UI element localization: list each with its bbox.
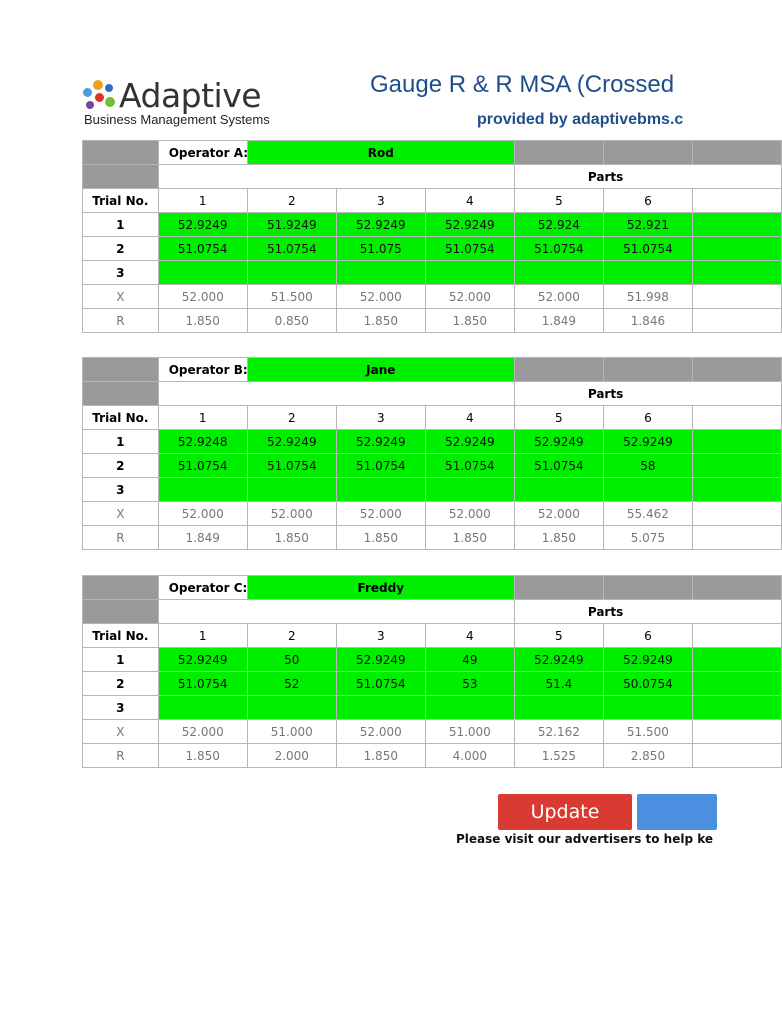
part-number: 2	[247, 624, 336, 648]
measurement-cell[interactable]: 52.9249	[158, 213, 247, 237]
measurement-cell[interactable]: 51.4	[514, 672, 603, 696]
measurement-cell[interactable]	[514, 696, 603, 720]
range-cell: 1.850	[514, 526, 603, 550]
measurement-cell[interactable]: 52.9249	[336, 430, 425, 454]
range-cell: 1.850	[425, 309, 514, 333]
parts-label: Parts	[514, 600, 781, 624]
average-cell: 51.000	[425, 720, 514, 744]
measurement-cell-extra[interactable]	[692, 454, 781, 478]
corner-cell	[83, 141, 159, 165]
logo-subtitle: Business Management Systems	[84, 112, 270, 127]
part-number: 4	[425, 189, 514, 213]
part-number: 5	[514, 406, 603, 430]
operator-b-table	[82, 357, 782, 550]
measurement-cell[interactable]: 52.9249	[336, 648, 425, 672]
measurement-cell[interactable]: 50	[247, 648, 336, 672]
measurement-cell[interactable]: 51.0754	[514, 454, 603, 478]
measurement-cell[interactable]	[425, 261, 514, 285]
trial-no-label: Trial No.	[83, 189, 159, 213]
part-number: 6	[603, 624, 692, 648]
trial-number: 2	[83, 454, 159, 478]
average-cell: 52.000	[336, 285, 425, 309]
measurement-cell[interactable]: 51.0754	[158, 237, 247, 261]
average-cell: 52.000	[336, 720, 425, 744]
range-cell: 1.850	[336, 526, 425, 550]
part-number: 1	[158, 624, 247, 648]
average-label: X	[83, 502, 159, 526]
trial-row	[83, 237, 782, 261]
part-number: 1	[158, 406, 247, 430]
header-filler	[692, 141, 781, 165]
range-cell: 2.850	[603, 744, 692, 768]
measurement-cell[interactable]	[603, 478, 692, 502]
blank-cell	[158, 382, 514, 406]
measurement-cell[interactable]: 51.0754	[514, 237, 603, 261]
measurement-cell[interactable]: 51.0754	[336, 454, 425, 478]
average-cell: 51.500	[603, 720, 692, 744]
average-cell-extra	[692, 720, 781, 744]
range-cell: 1.849	[158, 526, 247, 550]
measurement-cell[interactable]	[336, 478, 425, 502]
measurement-cell-extra[interactable]	[692, 696, 781, 720]
logo-wordmark: Adaptive	[119, 76, 262, 115]
header-filler	[692, 358, 781, 382]
range-label: R	[83, 309, 159, 333]
range-cell: 1.850	[425, 526, 514, 550]
corner-cell	[83, 358, 159, 382]
parts-header-row	[83, 600, 782, 624]
trial-row	[83, 213, 782, 237]
measurement-cell[interactable]: 52.9249	[514, 430, 603, 454]
measurement-cell[interactable]: 51.0754	[603, 237, 692, 261]
average-cell: 52.000	[158, 285, 247, 309]
range-cell: 1.850	[336, 309, 425, 333]
measurement-cell[interactable]	[514, 261, 603, 285]
range-cell: 1.525	[514, 744, 603, 768]
operator-label: Operator B:	[158, 358, 247, 382]
corner-cell	[83, 382, 159, 406]
range-cell: 1.850	[158, 309, 247, 333]
average-cell-extra	[692, 285, 781, 309]
measurement-cell-extra[interactable]	[692, 478, 781, 502]
parts-label: Parts	[514, 382, 781, 406]
trial-number: 3	[83, 696, 159, 720]
range-cell: 1.849	[514, 309, 603, 333]
measurement-cell[interactable]: 51.0754	[425, 454, 514, 478]
measurement-cell[interactable]	[247, 261, 336, 285]
measurement-cell-extra[interactable]	[692, 213, 781, 237]
part-number: 5	[514, 189, 603, 213]
range-cell: 1.850	[336, 744, 425, 768]
trial-number: 3	[83, 261, 159, 285]
corner-cell	[83, 600, 159, 624]
corner-cell	[83, 576, 159, 600]
operator-c-table	[82, 575, 782, 768]
measurement-cell-extra[interactable]	[692, 261, 781, 285]
trial-row	[83, 430, 782, 454]
header-filler	[514, 576, 603, 600]
trial-no-label: Trial No.	[83, 624, 159, 648]
measurement-cell-extra[interactable]	[692, 672, 781, 696]
measurement-cell[interactable]: 52.921	[603, 213, 692, 237]
operator-row	[83, 141, 782, 165]
measurement-cell[interactable]: 51.9249	[247, 213, 336, 237]
update-button[interactable]: Update	[498, 794, 632, 830]
average-cell: 51.500	[247, 285, 336, 309]
measurement-cell-extra[interactable]	[692, 237, 781, 261]
measurement-cell[interactable]: 52.9249	[603, 648, 692, 672]
range-cell: 5.075	[603, 526, 692, 550]
average-row	[83, 502, 782, 526]
average-cell: 52.162	[514, 720, 603, 744]
measurement-cell[interactable]	[425, 478, 514, 502]
range-row	[83, 309, 782, 333]
part-number: 3	[336, 189, 425, 213]
measurement-cell-extra[interactable]	[692, 430, 781, 454]
operator-name-input[interactable]: Rod	[247, 141, 514, 165]
average-row	[83, 720, 782, 744]
part-number: 6	[603, 406, 692, 430]
measurement-cell-extra[interactable]	[692, 648, 781, 672]
trial-row	[83, 454, 782, 478]
range-cell: 4.000	[425, 744, 514, 768]
operator-name-input[interactable]: Freddy	[247, 576, 514, 600]
blank-cell	[158, 165, 514, 189]
part-number: 3	[336, 406, 425, 430]
measurement-cell[interactable]: 52.924	[514, 213, 603, 237]
measurement-cell[interactable]: 51.0754	[247, 454, 336, 478]
trial-row	[83, 672, 782, 696]
provided-by-link[interactable]: provided by adaptivebms.c	[477, 111, 684, 128]
part-number-extra	[692, 624, 781, 648]
average-cell: 52.000	[247, 502, 336, 526]
range-cell-extra	[692, 309, 781, 333]
measurement-cell[interactable]	[514, 478, 603, 502]
range-row	[83, 526, 782, 550]
part-number: 3	[336, 624, 425, 648]
trial-number: 2	[83, 237, 159, 261]
part-number: 5	[514, 624, 603, 648]
header-filler	[692, 576, 781, 600]
measurement-cell[interactable]: 52.9249	[425, 213, 514, 237]
measurement-cell[interactable]: 52	[247, 672, 336, 696]
part-number-row	[83, 189, 782, 213]
measurement-cell[interactable]: 50.0754	[603, 672, 692, 696]
measurement-cell[interactable]: 58	[603, 454, 692, 478]
measurement-cell[interactable]: 51.0754	[425, 237, 514, 261]
measurement-cell[interactable]: 51.0754	[158, 454, 247, 478]
measurement-cell[interactable]: 51.0754	[247, 237, 336, 261]
trial-no-label: Trial No.	[83, 406, 159, 430]
measurement-cell[interactable]: 52.9249	[425, 430, 514, 454]
range-label: R	[83, 744, 159, 768]
trial-row	[83, 261, 782, 285]
average-cell: 51.998	[603, 285, 692, 309]
measurement-cell[interactable]	[158, 696, 247, 720]
range-cell: 1.850	[158, 744, 247, 768]
average-cell: 52.000	[514, 285, 603, 309]
advertisers-notice: Please visit our advertisers to help ke	[456, 832, 714, 846]
parts-header-row	[83, 382, 782, 406]
blank-cell	[158, 600, 514, 624]
operator-a-table	[82, 140, 782, 333]
part-number: 6	[603, 189, 692, 213]
trial-number: 1	[83, 648, 159, 672]
header-filler	[514, 358, 603, 382]
trial-number: 2	[83, 672, 159, 696]
average-cell: 52.000	[425, 502, 514, 526]
range-label: R	[83, 526, 159, 550]
average-label: X	[83, 720, 159, 744]
measurement-cell[interactable]: 52.9248	[158, 430, 247, 454]
secondary-button[interactable]	[637, 794, 717, 830]
average-cell: 52.000	[514, 502, 603, 526]
part-number: 2	[247, 406, 336, 430]
header-filler	[603, 358, 692, 382]
operator-name-input[interactable]: Jane	[247, 358, 514, 382]
operator-row	[83, 576, 782, 600]
part-number-extra	[692, 406, 781, 430]
average-row	[83, 285, 782, 309]
measurement-cell[interactable]: 53	[425, 672, 514, 696]
range-cell: 1.850	[247, 526, 336, 550]
part-number: 4	[425, 624, 514, 648]
measurement-cell[interactable]: 49	[425, 648, 514, 672]
trial-row	[83, 478, 782, 502]
part-number: 1	[158, 189, 247, 213]
parts-label: Parts	[514, 165, 781, 189]
measurement-cell[interactable]: 52.9249	[158, 648, 247, 672]
parts-header-row	[83, 165, 782, 189]
measurement-cell[interactable]: 52.9249	[336, 213, 425, 237]
part-number-extra	[692, 189, 781, 213]
range-cell-extra	[692, 526, 781, 550]
measurement-cell[interactable]	[336, 261, 425, 285]
part-number-row	[83, 406, 782, 430]
measurement-cell[interactable]	[425, 696, 514, 720]
part-number: 4	[425, 406, 514, 430]
corner-cell	[83, 165, 159, 189]
average-cell: 52.000	[158, 720, 247, 744]
trial-row	[83, 696, 782, 720]
trial-number: 1	[83, 430, 159, 454]
measurement-cell[interactable]	[158, 261, 247, 285]
header-filler	[514, 141, 603, 165]
range-cell: 1.846	[603, 309, 692, 333]
average-cell-extra	[692, 502, 781, 526]
header-filler	[603, 141, 692, 165]
measurement-cell[interactable]	[603, 261, 692, 285]
range-cell-extra	[692, 744, 781, 768]
operator-label: Operator A:	[158, 141, 247, 165]
average-cell: 51.000	[247, 720, 336, 744]
measurement-cell[interactable]	[158, 478, 247, 502]
average-label: X	[83, 285, 159, 309]
operator-label: Operator C:	[158, 576, 247, 600]
measurement-cell[interactable]	[336, 696, 425, 720]
range-row	[83, 744, 782, 768]
measurement-cell[interactable]: 52.9249	[514, 648, 603, 672]
measurement-cell[interactable]	[247, 696, 336, 720]
average-cell: 55.462	[603, 502, 692, 526]
range-cell: 2.000	[247, 744, 336, 768]
measurement-cell[interactable]	[247, 478, 336, 502]
measurement-cell[interactable]: 52.9249	[603, 430, 692, 454]
operator-row	[83, 358, 782, 382]
measurement-cell[interactable]: 52.9249	[247, 430, 336, 454]
average-cell: 52.000	[425, 285, 514, 309]
range-cell: 0.850	[247, 309, 336, 333]
measurement-cell[interactable]: 51.075	[336, 237, 425, 261]
average-cell: 52.000	[158, 502, 247, 526]
measurement-cell[interactable]: 51.0754	[336, 672, 425, 696]
measurement-cell[interactable]: 51.0754	[158, 672, 247, 696]
page-title: Gauge R & R MSA (Crossed	[370, 71, 675, 98]
average-cell: 52.000	[336, 502, 425, 526]
trial-row	[83, 648, 782, 672]
trial-number: 1	[83, 213, 159, 237]
trial-number: 3	[83, 478, 159, 502]
measurement-cell[interactable]	[603, 696, 692, 720]
header-filler	[603, 576, 692, 600]
part-number-row	[83, 624, 782, 648]
part-number: 2	[247, 189, 336, 213]
